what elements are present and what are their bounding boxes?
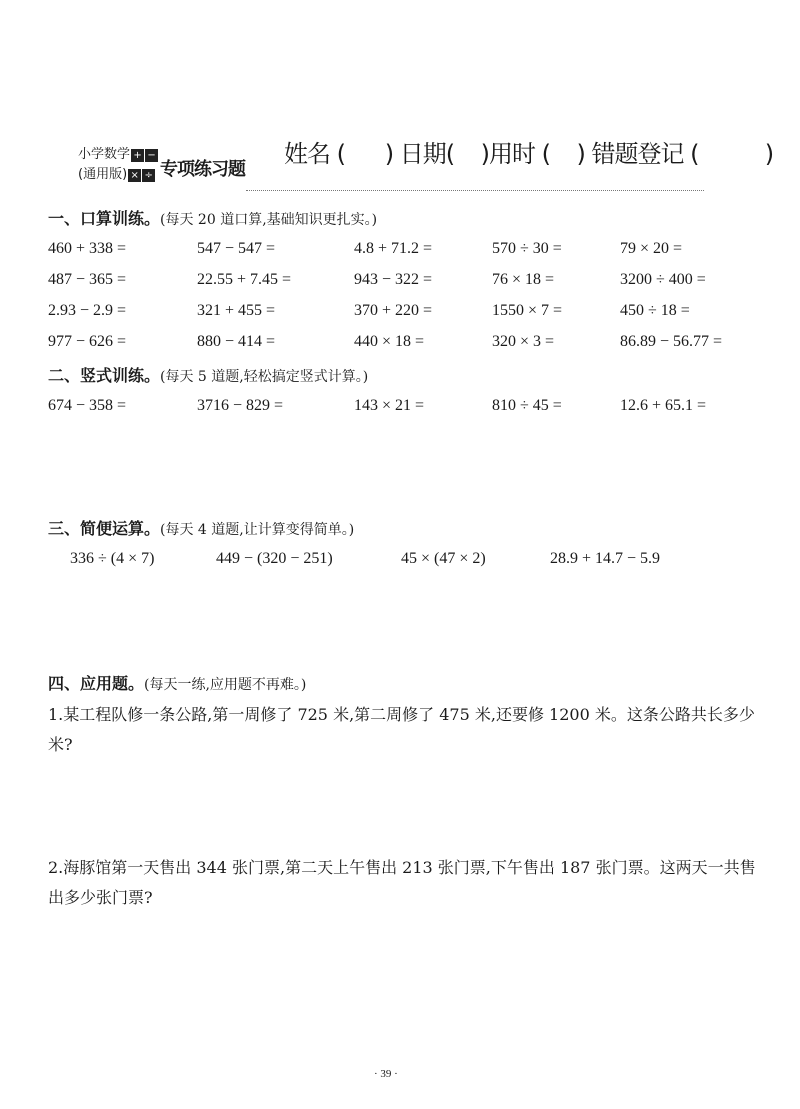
section-1-title: 一、口算训练。 xyxy=(48,209,161,228)
s1-r3-c5: 450 ÷ 18 = xyxy=(620,302,690,319)
s1-r1-c5: 79 × 20 = xyxy=(620,240,683,257)
times-icon: × xyxy=(128,169,141,182)
s2-item-2: 3716 − 829 = xyxy=(197,397,284,414)
section-2-heading xyxy=(48,363,368,386)
word-problem-1 xyxy=(48,700,756,760)
section-4-heading xyxy=(48,671,306,694)
series-edition xyxy=(78,166,155,183)
s2-item-1: 674 − 358 = xyxy=(48,397,127,414)
section-4-note: (每天一练,应用题不再难。) xyxy=(144,677,307,693)
section-3-title: 三、简便运算。 xyxy=(48,519,161,538)
problem-2-number: 2. xyxy=(48,858,64,877)
s1-r3-c3: 370 + 220 = xyxy=(354,302,433,319)
plus-icon: + xyxy=(131,149,144,162)
s1-r1-c3: 4.8 + 71.2 = xyxy=(354,240,433,257)
s3-item-1: 336 ÷ (4 × 7) xyxy=(70,550,155,567)
section-4-title: 四、应用题。 xyxy=(48,674,145,693)
section-2-note: (每天 5 道题,轻松搞定竖式计算。) xyxy=(160,369,369,385)
s1-r3-c2: 321 + 455 = xyxy=(197,302,276,319)
s1-r2-c3: 943 − 322 = xyxy=(354,271,433,288)
s1-r3-c1: 2.93 − 2.9 = xyxy=(48,302,127,319)
word-problem-2 xyxy=(48,853,756,913)
s3-item-2: 449 − (320 − 251) xyxy=(216,550,333,567)
section-3-note: (每天 4 道题,让计算变得简单。) xyxy=(160,522,355,538)
series-title: 专项练习题 xyxy=(160,159,245,180)
s1-r4-c1: 977 − 626 = xyxy=(48,333,127,350)
s2-item-3: 143 × 21 = xyxy=(354,397,425,414)
s1-r4-c4: 320 × 3 = xyxy=(492,333,555,350)
s2-item-4: 810 ÷ 45 = xyxy=(492,397,562,414)
s1-r2-c1: 487 − 365 = xyxy=(48,271,127,288)
s2-item-5: 12.6 + 65.1 = xyxy=(620,397,707,414)
s3-item-4: 28.9 + 14.7 − 5.9 xyxy=(550,550,661,567)
s1-r3-c4: 1550 × 7 = xyxy=(492,302,563,319)
s1-r4-c5: 86.89 − 56.77 = xyxy=(620,333,723,350)
series-line-2: (通用版) xyxy=(78,167,128,182)
section-3-heading xyxy=(48,516,354,539)
s1-r2-c4: 76 × 18 = xyxy=(492,271,555,288)
section-1-note: (每天 20 道口算,基础知识更扎实。) xyxy=(160,212,378,228)
section-2-title: 二、竖式训练。 xyxy=(48,366,161,385)
s1-r2-c5: 3200 ÷ 400 = xyxy=(620,271,706,288)
s1-r1-c1: 460 + 338 = xyxy=(48,240,127,257)
student-info-line: 姓名 ( ) 日期( )用时 ( ) 错题登记 ( ) xyxy=(284,140,774,168)
s1-r1-c2: 547 − 547 = xyxy=(197,240,276,257)
series-line-1: 小学数学 xyxy=(78,147,131,162)
s1-r4-c3: 440 × 18 = xyxy=(354,333,425,350)
s1-r2-c2: 22.55 + 7.45 = xyxy=(197,271,292,288)
s1-r1-c4: 570 ÷ 30 = xyxy=(492,240,562,257)
s1-r4-c2: 880 − 414 = xyxy=(197,333,276,350)
minus-icon: − xyxy=(145,149,158,162)
problem-1-text: 某工程队修一条公路,第一周修了 725 米,第二周修了 475 米,还要修 1200 米。这条公路共长多少米? xyxy=(48,705,755,754)
page-number: · 39 · xyxy=(374,1068,398,1080)
header-divider xyxy=(246,190,704,191)
problem-2-text: 海豚馆第一天售出 344 张门票,第二天上午售出 213 张门票,下午售出 187 张门票。这两天一共售出多少张门票? xyxy=(48,858,756,907)
section-1-heading xyxy=(48,206,377,229)
s3-item-3: 45 × (47 × 2) xyxy=(401,550,486,567)
series-name xyxy=(78,146,158,163)
problem-1-number: 1. xyxy=(48,705,64,724)
divide-icon: ÷ xyxy=(142,169,155,182)
